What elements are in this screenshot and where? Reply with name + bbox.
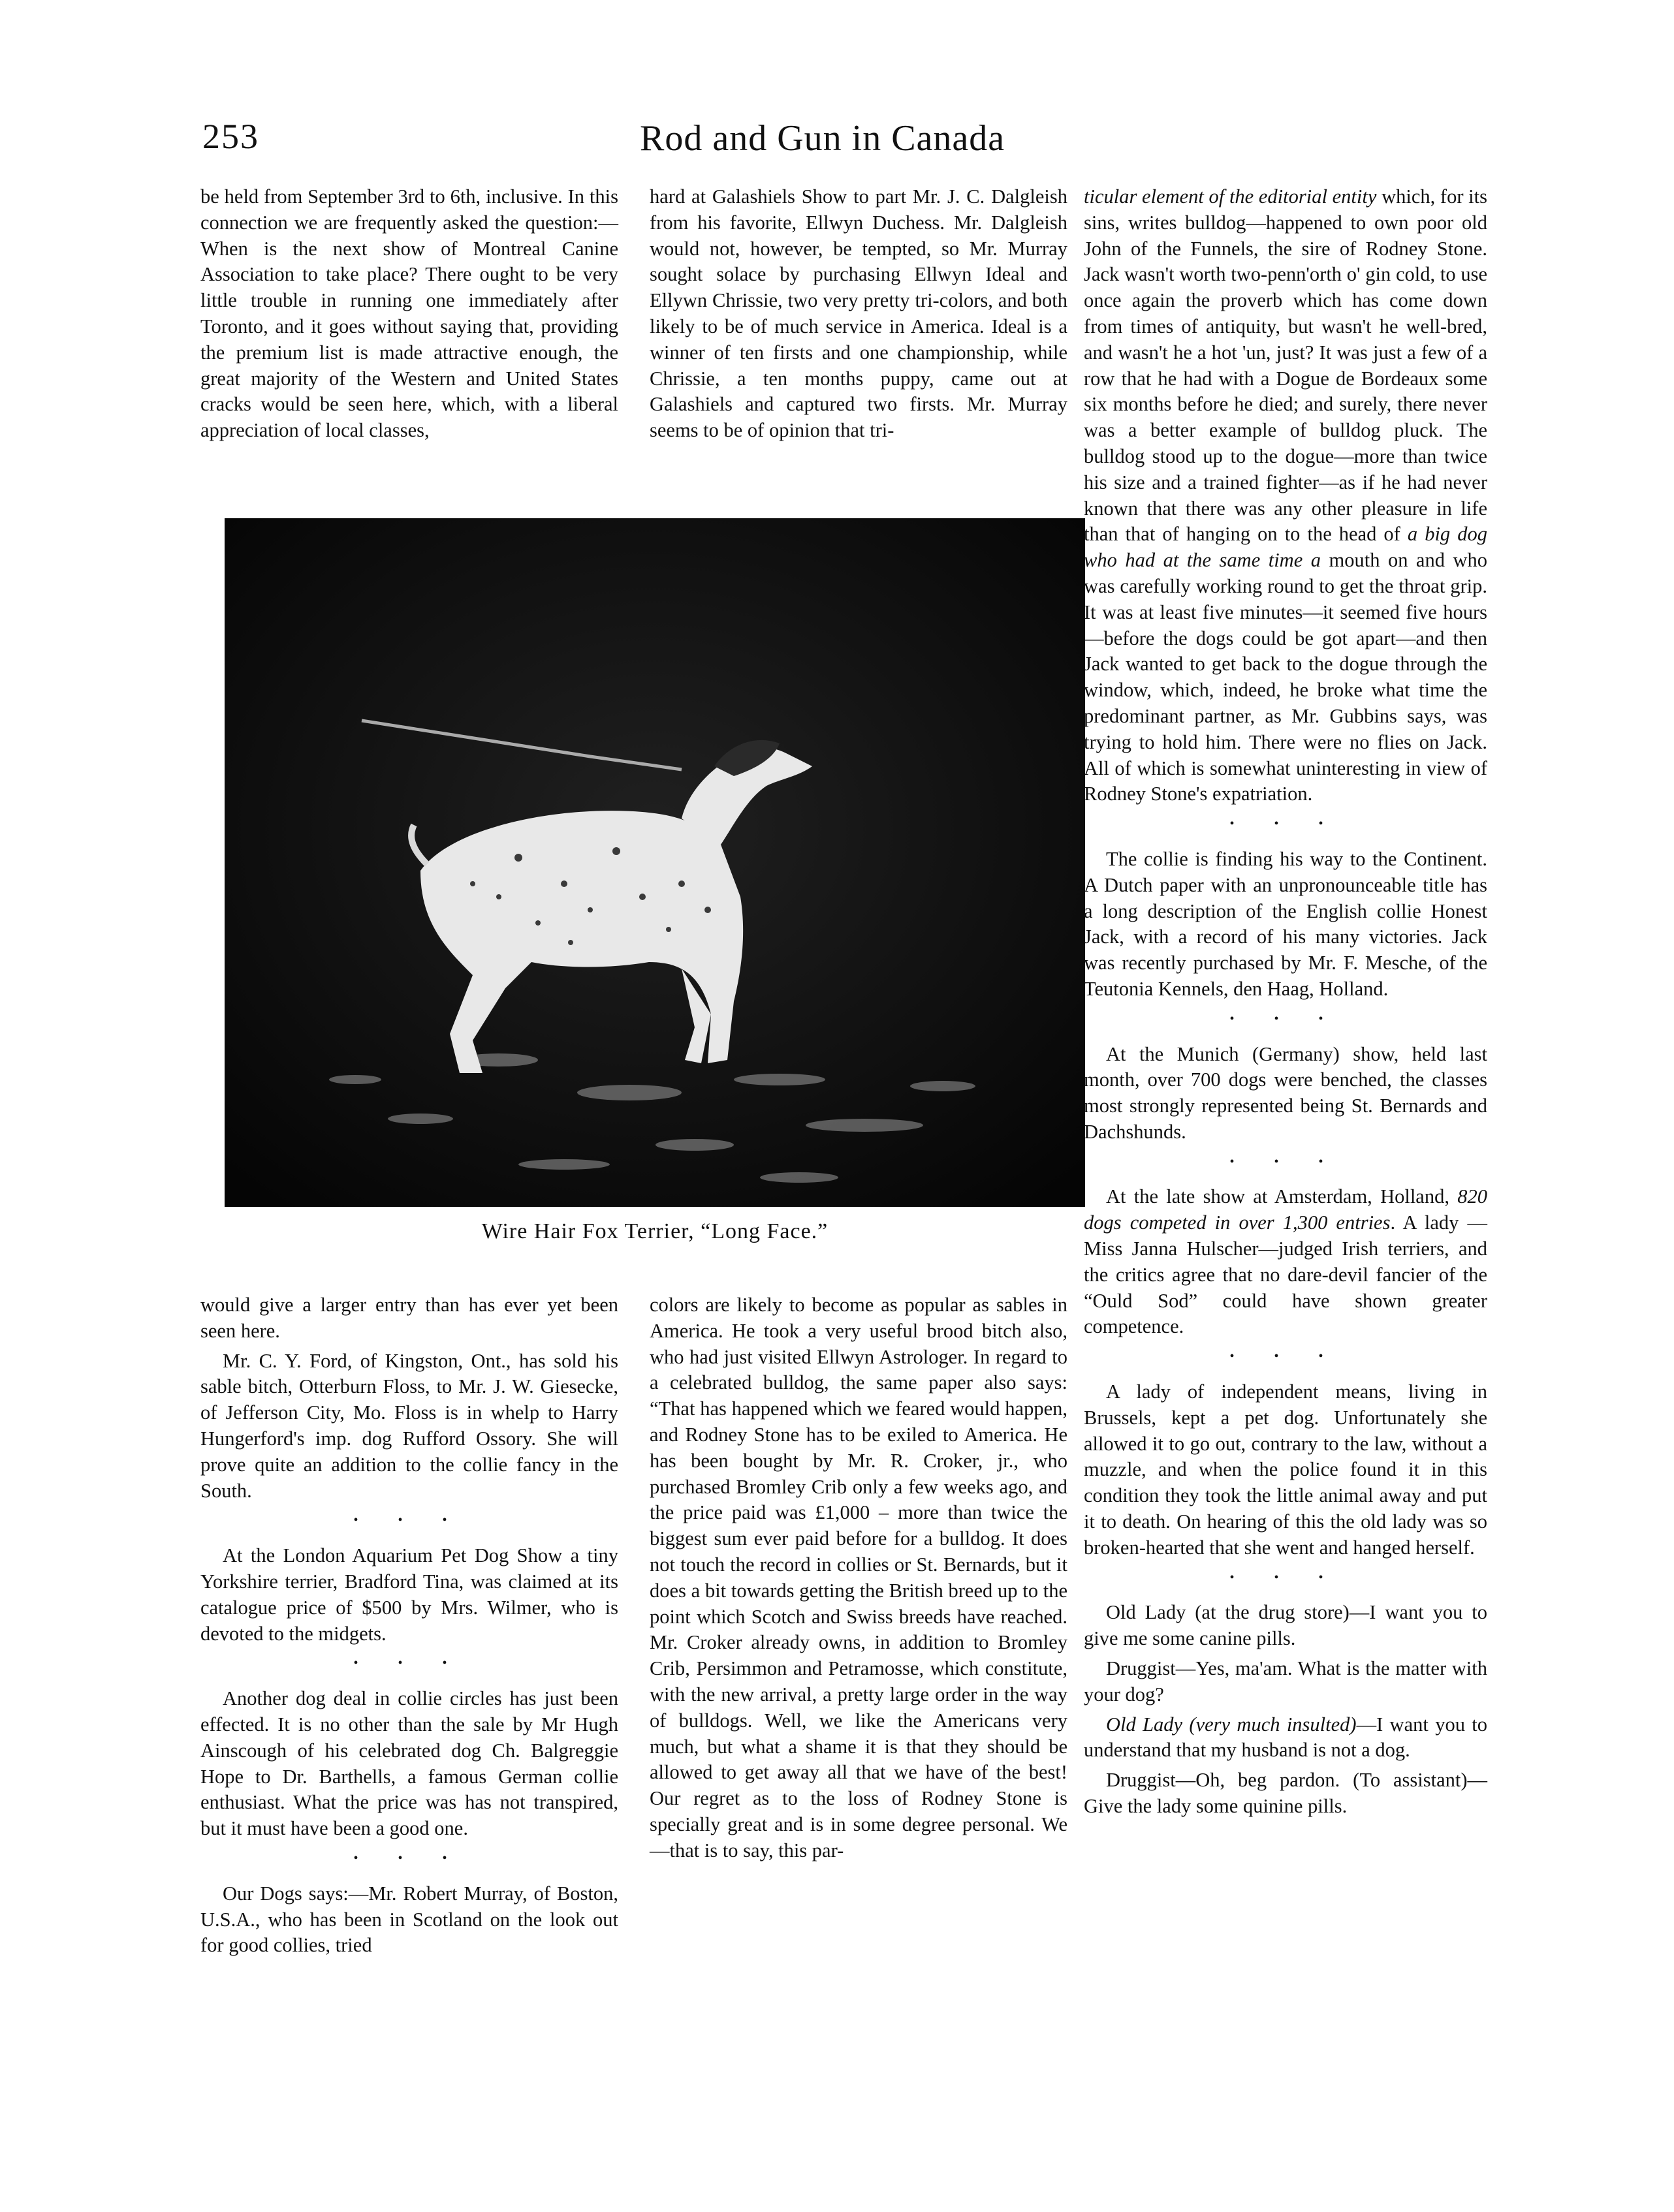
paragraph [1084,1184,1487,1340]
italic-text: a big dog who had at the same time a [1084,523,1487,572]
paragraph: be held from September 3rd to 6th, inclusive. In this connection we are frequently asked the question:—When is the next show of Montreal Canine Association to take place? There ought to be very little trouble in running one immediately after Toronto, and it goes without saying that, providing the premium list is made attractive enough, the great majority of the Western and United States cracks would be seen here, which, with a liberal appreciation of local classes, [200,185,618,442]
section-separator: • • • [353,1513,466,1528]
paragraph: hard at Galashiels Show to part Mr. J. C. Dalgleish from his favorite, Ellwyn Duchess. Mr. Dalgleish would not, however, be tempted, so Mr. Murray sought solace by purchasing Ellwyn Ideal and Ellywn Chrissie, two very pretty tri-colors, and both likely to be of much service in America. Ideal is a winner of ten firsts and one championship, while Chrissie, a ten months puppy, came out at Galashiels and captured two firsts. Mr. Murray seems to be of opinion that tri- [650,185,1067,442]
paragraph: At the Munich (Germany) show, held last month, over 700 dogs were benched, the classes most strongly represented being St. Bernards and Dachshunds. [1084,1042,1487,1143]
section-separator: • • • [1229,1570,1342,1585]
dog-photograph [225,518,1085,1207]
upper-column-2 [650,184,1067,448]
italic-text: 820 dogs competed in over 1,300 entries [1084,1185,1487,1234]
paragraph: A lady of independent means, living in Brussels, kept a pet dog. Unfortunately she allowed it to go out, contrary to the law, without a muzzle, and when the police found it in this condition they took the little animal away and put it to death. On hearing of this the old lady was so broken-hearted that she went and hanged herself. [1084,1380,1487,1559]
paragraph: Another dog deal in collie circles has just been effected. It is no other than the sale by Mr Hugh Ainscough of his celebrated dog Ch. Balgreggie Hope to Dr. Barthells, a famous German collie enthusiast. What the price was has not transpired, but it must have been a good one. [200,1687,618,1840]
italic-text: ticular element of the editorial entity [1084,185,1377,208]
paragraph [1084,184,1487,807]
section-separator: • • • [1229,1154,1342,1169]
text-run: mouth on and who was carefully working round to get the throat grip. It was at least five minutes—it seemed five hours—before the dogs could be got apart—and then Jack wanted to get back to the dogue through the window, which, indeed, he broke what time the predominant partner, as Mr. Gubbins says, was trying to hold him. There were no flies on Jack. All of which is somewhat uninteresting in view of Rodney Stone's expatriation. [1084,549,1487,805]
section-separator: • • • [1229,817,1342,832]
section-separator: • • • [1229,1011,1342,1026]
dialogue-line: Druggist—Oh, beg pardon. (To assistant)—Give the lady some quinine pills. [1084,1769,1487,1818]
section-separator: • • • [1229,1349,1342,1364]
paragraph: Mr. C. Y. Ford, of Kingston, Ont., has sold his sable bitch, Otterburn Floss, to Mr. J. W. Giesecke, of Jefferson City, Mo. Floss is in whelp to Harry Hungerford's imp. dog Rufford Ossory. She will prove quite an addition to the collie fancy in the South. [200,1349,618,1502]
right-column [1084,184,1487,1824]
paragraph: The collie is finding his way to the Continent. A Dutch paper with an unpronounceable title has a long description of the English collie Honest Jack, with a record of his many victories. Jack was recently purchased by Mr. F. Mesche, of the Teutonia Kennels, den Haag, Holland. [1084,847,1487,1000]
fox-terrier-image [225,518,1085,1207]
page-number: 253 [202,117,259,156]
text-run: which, for its sins, writes bulldog—happened to own poor old John of the Funnels, the sire of Rodney Stone. Jack wasn't worth two-penn'orth o' gin cold, to use once again the proverb which has come down from times of antiquity, but wasn't he well-bred, and wasn't he a hot 'un, just? It was just a few of a row that he had with a Dogue de Bordeaux some six months before he died; and surely, there never was a better example of bulldog pluck. The bulldog stood up to the dogue—more than twice his size and a trained fighter—as if he had never known that there was any other pleasure in life than that of hanging on to the head of [1084,185,1487,546]
dialogue-joke [1084,1600,1487,1819]
running-title: Rod and Gun in Canada [640,118,1005,159]
italic-text: Old Lady (very much insulted) [1106,1713,1357,1736]
dialogue-line: Old Lady (at the drug store)—I want you to give me some canine pills. [1084,1601,1487,1650]
dialogue-line [1084,1712,1487,1764]
text-run: —I want you to understand that my husband is not a dog. [1084,1713,1488,1762]
upper-column-1 [200,184,618,448]
paragraph: Our Dogs says:—Mr. Robert Murray, of Boston, U.S.A., who has been in Scotland on the look out for good collies, tried [200,1882,618,1957]
section-separator: • • • [353,1656,466,1671]
paragraph: At the London Aquarium Pet Dog Show a tiny Yorkshire terrier, Bradford Tina, was claimed at its catalogue price of $500 by Mrs. Wilmer, who is devoted to the midgets. [200,1544,618,1645]
photo-caption: Wire Hair Fox Terrier, “Long Face.” [481,1219,829,1243]
paragraph: would give a larger entry than has ever yet been seen here. [200,1294,618,1342]
lower-column-2 [650,1292,1067,1868]
text-run: . A lady — Miss Janna Hulscher—judged Irish terriers, and the critics agree that no dare-devil fancier of the “Ould Sod” could have shown greater competence. [1084,1211,1487,1338]
text-run: At the late show at Amsterdam, Holland, [1106,1185,1458,1208]
lower-column-1 [200,1292,618,1963]
paragraph: colors are likely to become as popular as sables in America. He took a very useful brood bitch also, who had just visited Ellwyn Astrologer. In regard to a celebrated bulldog, the same paper also says: “That has happened which we feared would happen, and Rodney Stone has to be exiled to America. He has been bought by Mr. R. Croker, jr., who purchased Bromley Crib only a few weeks ago, and the price paid was £1,000 – more than twice the biggest sum ever paid before for a bulldog. It does not touch the record in collies or St. Bernards, but it does a bit towards getting the British breed up to the point which Scotch and Swiss breeds have reached. Mr. Croker already owns, in addition to Bromley Crib, Persimmon and Petramosse, which constitute, with the new arrival, a pretty large order in the way of bulldogs. Well, we like the Americans very much, but what a shame it is that they should be allowed to get away all that we have of the best! Our regret as to the loss of Rodney Stone is specially great and is in some degree personal. We—that is to say, this par- [650,1294,1067,1862]
dialogue-line: Druggist—Yes, ma'am. What is the matter with your dog? [1084,1657,1487,1706]
section-separator: • • • [353,1850,466,1865]
